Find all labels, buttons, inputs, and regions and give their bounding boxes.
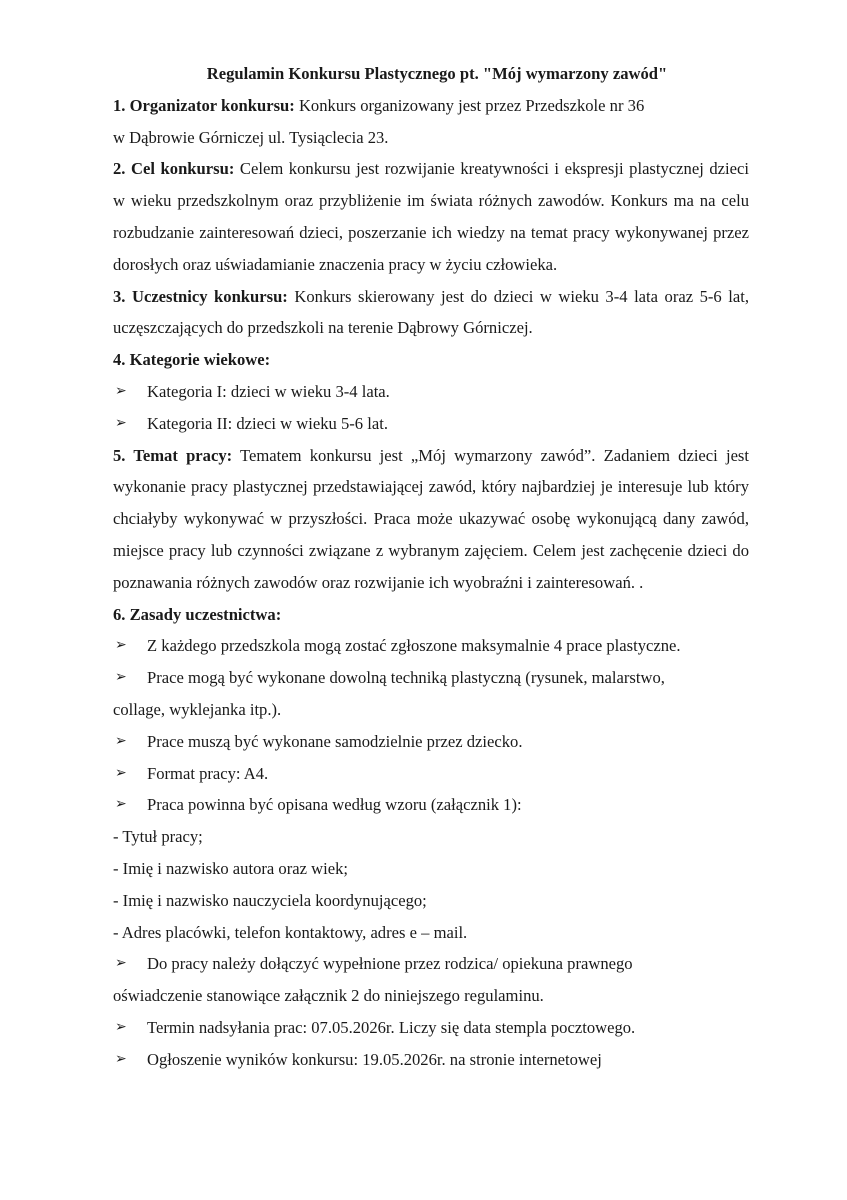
list-item: ➢ Do pracy należy dołączyć wypełnione przez rodzica/ opiekuna prawnego: [113, 948, 749, 980]
list-item: ➢ Prace muszą być wykonane samodzielnie przez dziecko.: [113, 726, 749, 758]
section-heading: 4. Kategorie wiekowe:: [113, 350, 271, 370]
section-rules: [113, 599, 749, 631]
list-item: ➢ Prace mogą być wykonane dowolną techniką plastyczną (rysunek, malarstwo,: [113, 662, 749, 694]
section-age-categories: [113, 344, 749, 376]
list-item: ➢ Kategoria II: dzieci w wieku 5-6 lat.: [113, 408, 749, 440]
description-item: - Adres placówki, telefon kontaktowy, adres e – mail.: [113, 922, 468, 942]
section-heading: 2. Cel konkursu:: [113, 159, 235, 179]
document-page: [113, 58, 749, 1076]
section-heading: 1. Organizator konkursu:: [113, 95, 295, 115]
arrow-bullet-icon: ➢: [115, 638, 127, 654]
description-item: - Imię i nazwisko nauczyciela koordynującego;: [113, 890, 427, 910]
arrow-bullet-icon: ➢: [115, 383, 127, 399]
list-item: ➢ Praca powinna być opisana według wzoru (załącznik 1):: [113, 789, 749, 821]
list-item-continuation: oświadczenie stanowiące załącznik 2 do niniejszego regulaminu.: [113, 986, 544, 1006]
document-title: Regulamin Konkursu Plastycznego pt. "Mój wymarzony zawód": [206, 64, 668, 83]
arrow-bullet-icon: ➢: [115, 670, 127, 686]
list-item-continuation: collage, wyklejanka itp.).: [113, 699, 282, 719]
section-topic: [113, 440, 749, 599]
list-item: ➢ Z każdego przedszkola mogą zostać zgłoszone maksymalnie 4 prace plastyczne.: [113, 630, 749, 662]
arrow-bullet-icon: ➢: [115, 797, 127, 813]
section-goal: [113, 153, 749, 280]
section-heading: 6. Zasady uczestnictwa:: [113, 604, 282, 624]
section-heading: 5. Temat pracy:: [113, 445, 233, 465]
section-text: Konkurs organizowany jest przez Przedszkole nr 36: [294, 95, 645, 115]
list-item: ➢ Ogłoszenie wyników konkursu: 19.05.2026r. na stronie internetowej: [113, 1044, 749, 1076]
description-item: - Tytuł pracy;: [113, 827, 203, 847]
arrow-bullet-icon: ➢: [115, 733, 127, 749]
arrow-bullet-icon: ➢: [115, 415, 127, 431]
description-item: - Imię i nazwisko autora oraz wiek;: [113, 858, 348, 878]
section-text: Celem konkursu jest rozwijanie kreatywności i ekspresji plastycznej dzieci w wieku przedszkolnym oraz przybliżenie im świata różnych zawodów. Konkurs ma na celu rozbudzanie zainteresowań dzieci, poszerzanie ich wiedzy na temat pracy wykonywanej przez dorosłych oraz uświadamianie znaczenia pracy w życiu człowieka.: [113, 159, 749, 274]
list-item: ➢ Format pracy: A4.: [113, 758, 749, 790]
arrow-bullet-icon: ➢: [115, 1051, 127, 1067]
section-participants: [113, 281, 749, 345]
list-item: ➢ Termin nadsyłania prac: 07.05.2026r. Liczy się data stempla pocztowego.: [113, 1012, 749, 1044]
arrow-bullet-icon: ➢: [115, 956, 127, 972]
section-heading: 3. Uczestnicy konkursu:: [113, 286, 288, 306]
list-item: ➢ Kategoria I: dzieci w wieku 3-4 lata.: [113, 376, 749, 408]
arrow-bullet-icon: ➢: [115, 1019, 127, 1035]
section-text: Tematem konkursu jest „Mój wymarzony zawód”. Zadaniem dzieci jest wykonanie pracy plastycznej przedstawiającej zawód, który najbardziej je interesuje lub który chciałyby wykonywać w przyszłości. Praca może ukazywać osobę wykonującą dany zawód, miejsce pracy lub czynności związane z wybranym zajęciem. Celem jest zachęcenie dzieci do poznawania różnych zawodów oraz rozwijanie ich wyobraźni i zainteresowań. .: [113, 445, 749, 592]
section-organizer: [113, 90, 749, 122]
section-text: Konkurs skierowany jest do dzieci w wieku 3-4 lata oraz 5-6 lat, uczęszczających do przedszkoli na terenie Dąbrowy Górniczej.: [113, 286, 749, 338]
arrow-bullet-icon: ➢: [115, 765, 127, 781]
section-organizer-address: w Dąbrowie Górniczej ul. Tysiąclecia 23.: [113, 127, 389, 147]
